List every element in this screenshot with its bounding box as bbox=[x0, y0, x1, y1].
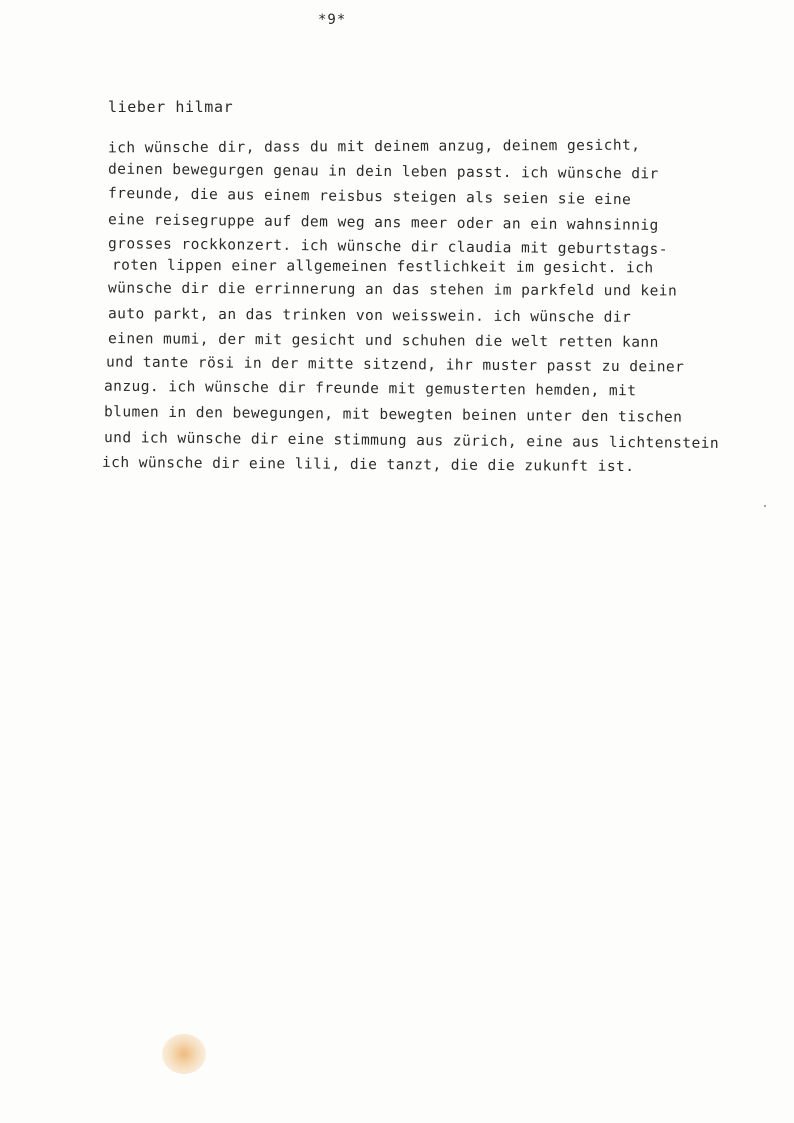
letter-line: und tante rösi in der mitte sitzend, ihr muster passt zu deiner bbox=[105, 354, 685, 376]
letter-line: und ich wünsche dir eine stimmung aus zürich, eine aus lichtenstein bbox=[103, 430, 720, 452]
letter-line: eine reisegruppe auf dem weg ans meer oder an ein wahnsinnig bbox=[107, 212, 659, 234]
letter-salutation: lieber hilmar bbox=[108, 98, 234, 116]
page-number: *9* bbox=[318, 12, 347, 28]
letter-line: wünsche dir die errinnerung an das stehen im parkfeld und kein bbox=[107, 280, 678, 300]
letter-line: ich wünsche dir, dass du mit deinem anzug, deinem gesicht, bbox=[107, 137, 641, 157]
letter-line: einen mumi, der mit gesicht und schuhen die welt retten kann bbox=[107, 331, 659, 351]
letter-line: blumen in den bewegungen, mit bewegten beinen unter den tischen bbox=[103, 404, 683, 426]
letter-line: ich wünsche dir eine lili, die tanzt, die die zukunft ist. bbox=[101, 454, 635, 476]
letter-line: grosses rockkonzert. ich wünsche dir claudia mit geburtstags- bbox=[107, 236, 669, 258]
paper-speck bbox=[764, 505, 766, 507]
paper-stain bbox=[162, 1034, 206, 1074]
letter-line: auto parkt, an das trinken von weisswein. ich wünsche dir bbox=[107, 306, 632, 326]
letter-line: roten lippen einer allgemeinen festlichkeit im gesicht. ich bbox=[111, 257, 654, 277]
letter-line: freunde, die aus einem reisbus steigen als seien sie eine bbox=[107, 185, 632, 209]
letter-line: deinen bewegurgen genau in dein leben passt. ich wünsche dir bbox=[107, 161, 659, 183]
letter-line: anzug. ich wünsche dir freunde mit gemusterten hemden, mit bbox=[103, 378, 637, 400]
